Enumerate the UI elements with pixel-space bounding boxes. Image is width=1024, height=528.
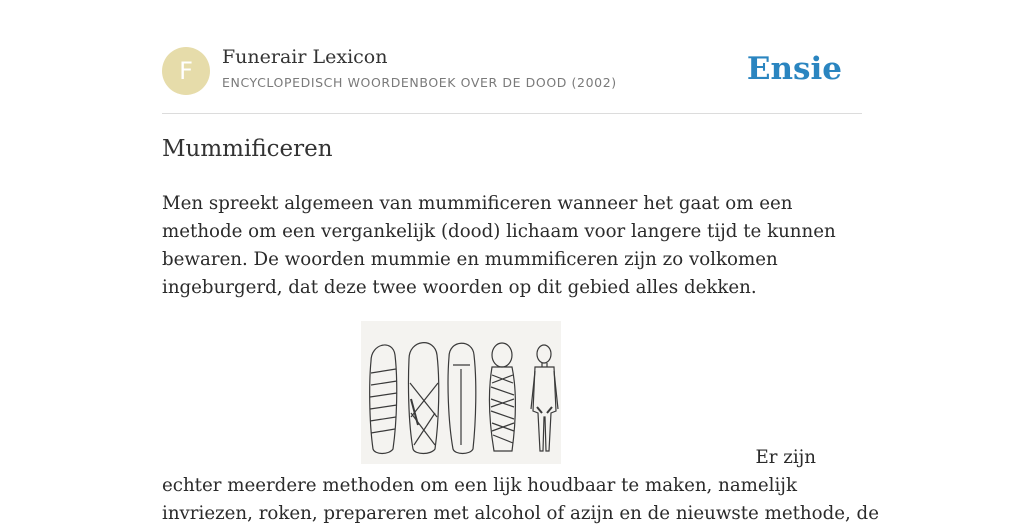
mummy-figure-5	[531, 345, 558, 451]
site-title[interactable]: Funerair Lexicon	[222, 46, 388, 68]
header-divider	[162, 113, 862, 114]
entry-paragraph: Men spreekt algemeen van mummificeren wanneer het gaat om een methode om een vergankelijk (dood) lichaam voor langere tijd te kunnen bewaren. De woorden mummie en mummificeren zijn zo volkomen ingeburgerd, dat deze twee woorden op dit gebied alles dekken.	[162, 193, 836, 298]
site-header	[162, 46, 862, 96]
mummy-figure-1	[370, 345, 397, 454]
entry-title: Mummificeren	[162, 136, 333, 162]
brand-logo-link[interactable]: Ensie	[746, 51, 842, 87]
entry-paragraph-continuation: echter meerdere methoden om een lijk houdbaar te maken, namelijk invriezen, roken, prepareren met alcohol of azijn en de nieuwste methode, de	[162, 475, 879, 524]
lexicon-avatar[interactable]: F	[162, 47, 210, 95]
mummy-wrapping-illustration	[361, 321, 561, 464]
site-subtitle: ENCYCLOPEDISCH WOORDENBOEK OVER DE DOOD (2002)	[222, 75, 617, 90]
entry-paragraph-continuation-start: Er zijn	[755, 447, 816, 468]
mummy-figure-2	[408, 343, 438, 454]
mummy-figure-3	[448, 343, 476, 453]
mummy-figure-4	[490, 343, 516, 451]
mummy-figures-drawing	[361, 321, 561, 464]
